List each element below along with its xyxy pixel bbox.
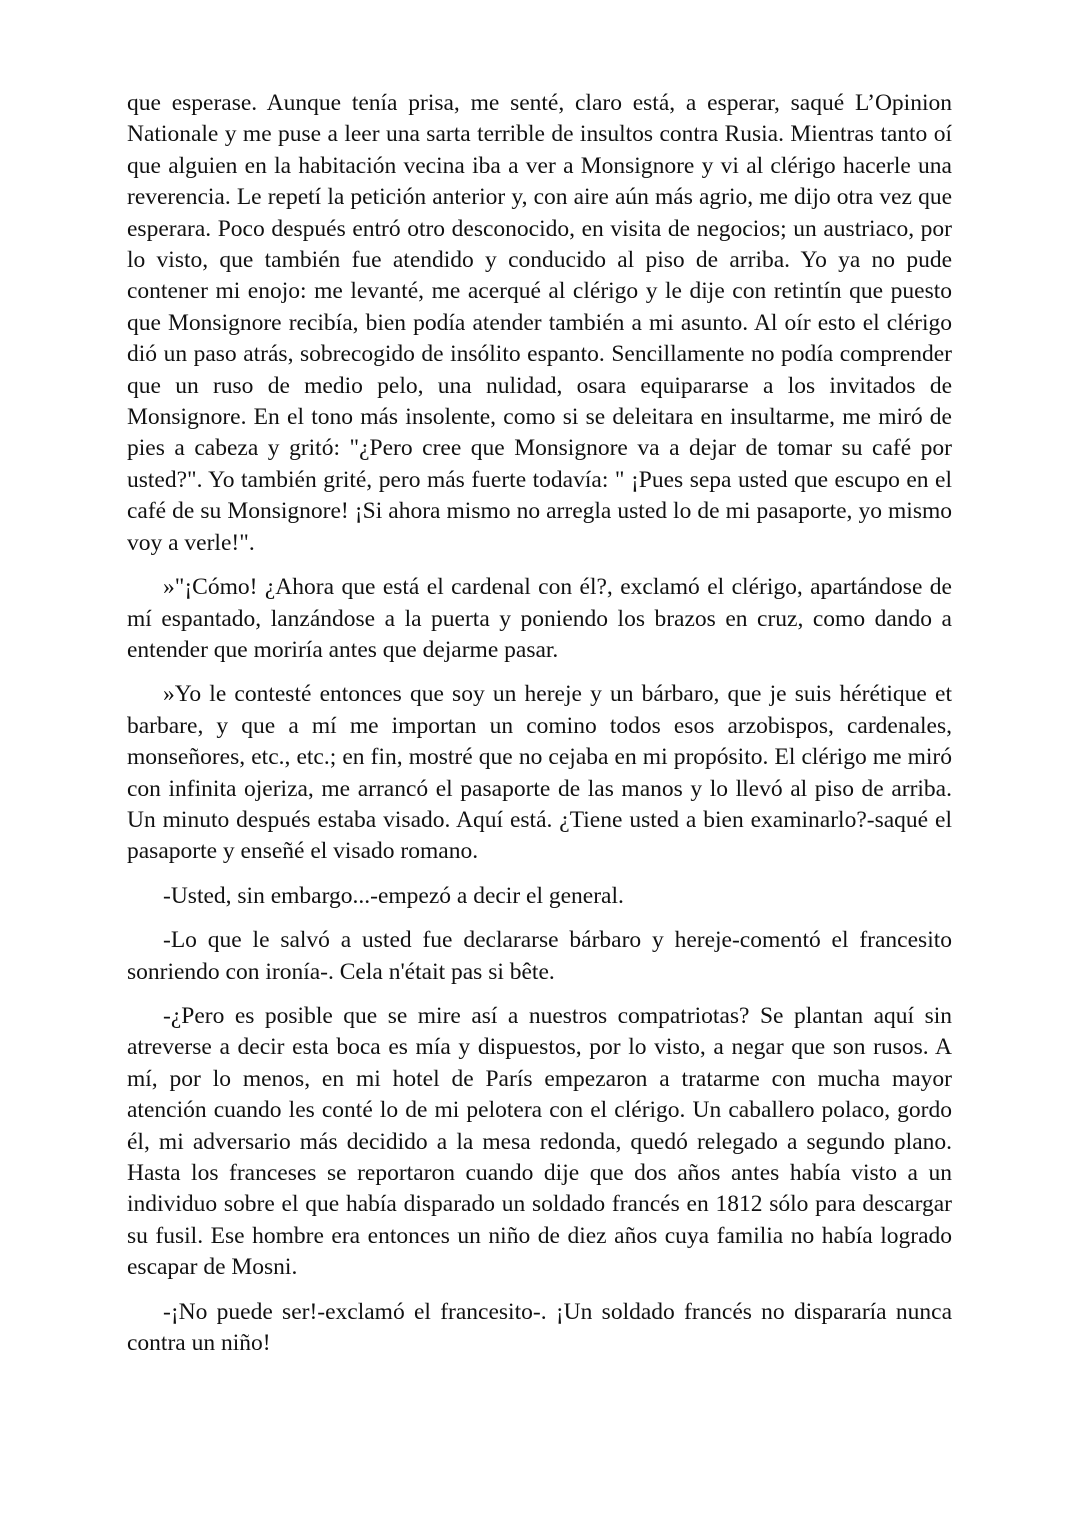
paragraph: -Lo que le salvó a usted fue declararse bárbaro y hereje-comentó el francesito sonriendo con ironía-. Cela n'était pas si bête. <box>127 927 952 985</box>
paragraph: -Usted, sin embargo...-empezó a decir el general. <box>163 882 624 909</box>
paragraph: -¡No puede ser!-exclamó el francesito-. ¡Un soldado francés no dispararía nunca contra un niño! <box>127 1298 952 1357</box>
paragraph: -¿Pero es posible que se mire así a nuestros compatriotas? Se plantan aquí sin atreverse a decir esta boca es mía y dispuestos, por lo visto, a negar que son rusos. A mí, por lo menos, en mi hotel de París empezaron a tratarme con mucha mayor atención cuando les conté lo de mi pelotera con el clérigo. Un caballero polaco, gordo él, mi adversario más decidido a la mesa redonda, quedó relegado a segundo plano. Hasta los franceses se reportaron cuando dije que dos años antes había visto a un individuo sobre el que había disparado un soldado francés en 1812 sólo para descargar su fusil. Ese hombre era entonces un niño de diez años cuya familia no había logrado escapar de Mosni. <box>127 1002 952 1281</box>
document-page <box>127 88 952 1372</box>
paragraph: que esperase. Aunque tenía prisa, me senté, claro está, a esperar, saqué L’Opinion Nationale y me puse a leer una sarta terrible de insultos contra Rusia. Mientras tanto oí que alguien en la habitación vecina iba a ver a Monsignore y vi al clérigo hacerle una reverencia. Le repetí la petición anterior y, con aire aún más agrio, me dijo otra vez que esperara. Poco después entró otro desconocido, en visita de negocios; un austriaco, por lo visto, que también fue atendido y conducido al piso de arriba. Yo ya no pude contener mi enojo: me levanté, me acerqué al clérigo y le dije con retintín que puesto que Monsignore recibía, bien podía atender también a mi asunto. Al oír esto el clérigo dió un paso atrás, sobrecogido de insólito espanto. Sencillamente no podía comprender que un ruso de medio pelo, una nulidad, osara equipararse a los invitados de Monsignore. En el tono más insolente, como si se deleitara en insultarme, me miró de pies a cabeza y gritó: "¿Pero cree que Monsignore va a dejar de tomar su café por usted?". Yo también grité, pero más fuerte todavía: " ¡Pues sepa usted que escupo en el café de su Monsignore! ¡Si ahora mismo no arregla usted lo de mi pasaporte, yo mismo voy a verle!". <box>127 90 952 556</box>
paragraph: »"¡Cómo! ¿Ahora que está el cardenal con él?, exclamó el clérigo, apartándose de mí espantado, lanzándose a la puerta y poniendo los brazos en cruz, como dando a entender que moriría antes que dejarme pasar. <box>127 574 952 663</box>
paragraph: »Yo le contesté entonces que soy un hereje y un bárbaro, que je suis hérétique et barbare, y que a mí me importan un comino todos esos arzobispos, cardenales, monseñores, etc., etc.; en fin, mostré que no cejaba en mi propósito. El clérigo me miró con infinita ojeriza, me arrancó el pasaporte de las manos y lo llevó al piso de arriba. Un minuto después estaba visado. Aquí está. ¿Tiene usted a bien examinarlo?-saqué el pasaporte y enseñé el visado romano. <box>127 681 952 865</box>
